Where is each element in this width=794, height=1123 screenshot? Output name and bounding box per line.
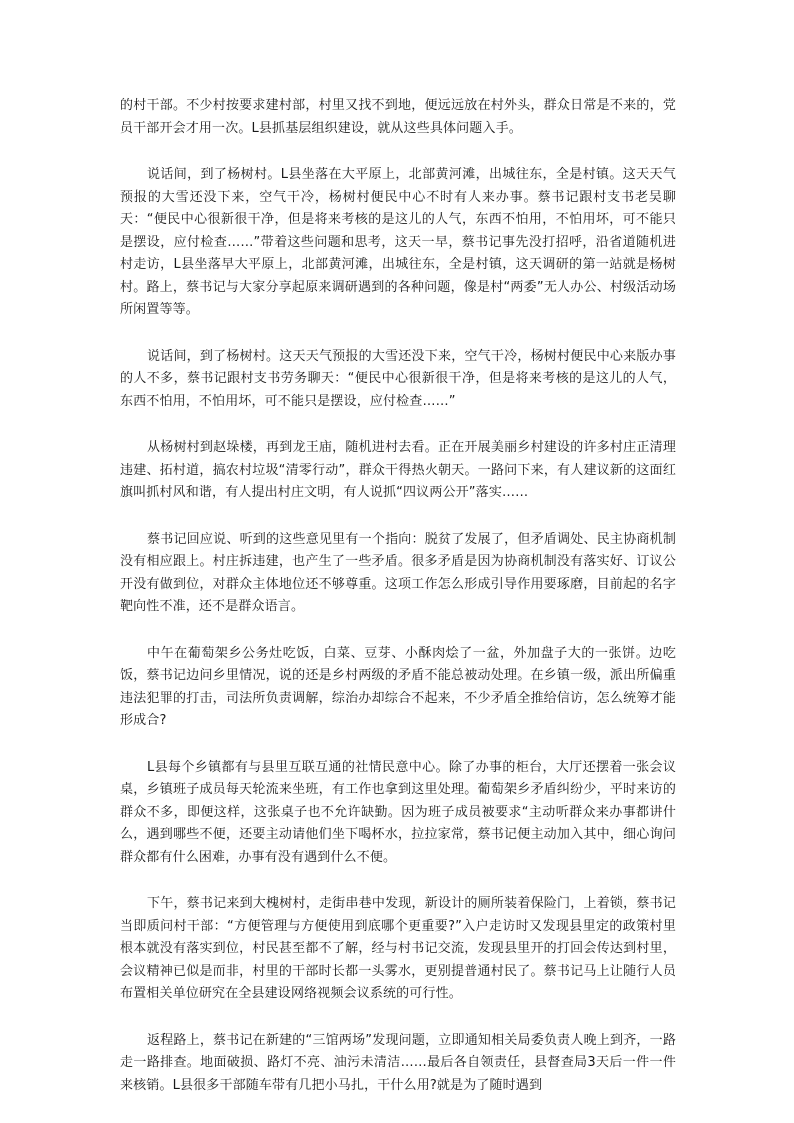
paragraph-2: 说话间，到了杨树村。L县坐落在大平原上，北部黄河滩，出城往东，全是村镇。这天天气预报的大雪还没下来，空气干冷，杨树村便民中心不时有人来办事。蔡书记跟村支书老吴聊天：“便民中心很新很干净，但是将来考核的是这儿的人气，东西不怕用，不怕用坏，可不能只是摆设，应付检查……”带着这些问题和思考，这天一早，蔡书记事先没打招呼，沿省道随机进村走访，L县坐落早大平原上，北部黄河滩，出城往东，全是村镇，这天调研的第一站就是杨树村。路上，蔡书记与大家分享起原来调研遇到的各种问题，像是村“两委”无人办公、村级活动场所闲置等等。 xyxy=(120,167,676,317)
paragraph-3: 说话间，到了杨树村。这天天气预报的大雪还没下来，空气干冷，杨树村便民中心来版办事的人不多，蔡书记跟村支书劳务聊天：“便民中心很新很干净，但是将来考核的是这儿的人气，东西不怕用，不怕用坏，可不能只是摆设，应付检查……” xyxy=(120,348,676,409)
paragraph-1: 的村干部。不少村按要求建村部，村里又找不到地，便远远放在村外头，群众日常是不来的，党员干部开会才用一次。L县抓基层组织建设，就从这些具体问题入手。 xyxy=(120,98,676,136)
paragraph-4: 从杨树村到赵垛楼，再到龙王庙，随机进村去看。正在开展美丽乡村建设的许多村庄正清理违建、拓村道，搞农村垃圾“清零行动”，群众干得热火朝天。一路问下来，有人建议新的这面红旗叫抓村风和谐，有人提出村庄文明，有人说抓“四议两公开”落实…… xyxy=(120,440,676,500)
article-body xyxy=(120,95,676,1121)
paragraph-8: 下午，蔡书记来到大槐树村，走街串巷中发现，新设计的厕所装着保险门，上着锁，蔡书记当即质问村干部：“方便管理与方便使用到底哪个更重要?”入户走访时又发现县里定的政策村里根本就没有落实到位，村民甚至都不了解，经与村书记交流，发现县里开的打回会传达到村里，会议精神已似是而非，村里的干部时长都一头雾水，更别提普通村民了。蔡书记马上让随行人员布置相关单位研究在全县建设网络视频会议系统的可行性。 xyxy=(120,896,676,1001)
paragraph-5: 蔡书记回应说、听到的这些意见里有一个指向：脱贫了发展了，但矛盾调处、民主协商机制没有相应跟上。村庄拆违建，也产生了一些矛盾。很多矛盾是因为协商机制没有落实好、订议公开没有做到位，对群众主体地位还不够尊重。这项工作怎么形成引导作用要琢磨，目前起的名字靶向性不准，还不是群众语言。 xyxy=(120,531,676,614)
paragraph-9: 返程路上，蔡书记在新建的“三馆两场”发现问题，立即通知相关局委负责人晚上到齐，一路走一路排查。地面破损、路灯不亮、油污未清洁……最后各自领责任，县督查局3天后一件一件来核销。L县很多干部随车带有几把小马扎，干什么用?就是为了随时遇到 xyxy=(120,1032,676,1093)
paragraph-7: L县每个乡镇都有与县里互联互通的社情民意中心。除了办事的柜台，大厅还摆着一张会议桌，乡镇班子成员每天轮流来坐班，有工作也拿到这里处理。葡萄架乡矛盾纠纷少，平时来访的群众不多，即便这样，这张桌子也不允许缺勤。因为班子成员被要求“主动听群众来办事都讲什么，遇到哪些不便，还要主动请他们坐下喝杯水，拉拉家常，蔡书记便主动加入其中，细心询问群众都有什么困难，办事有没有遇到什么不便。 xyxy=(120,759,676,865)
paragraph-6: 中午在葡萄架乡公务灶吃饭，白菜、豆芽、小酥肉烩了一盆，外加盘子大的一张饼。边吃饭，蔡书记边问乡里情况，说的还是乡村两级的矛盾不能总被动处理。在乡镇一级，派出所偏重违法犯罪的打击，司法所负责调解，综治办却综合不起来，不少矛盾全推给信访，怎么统筹才能形成合? xyxy=(120,645,676,728)
